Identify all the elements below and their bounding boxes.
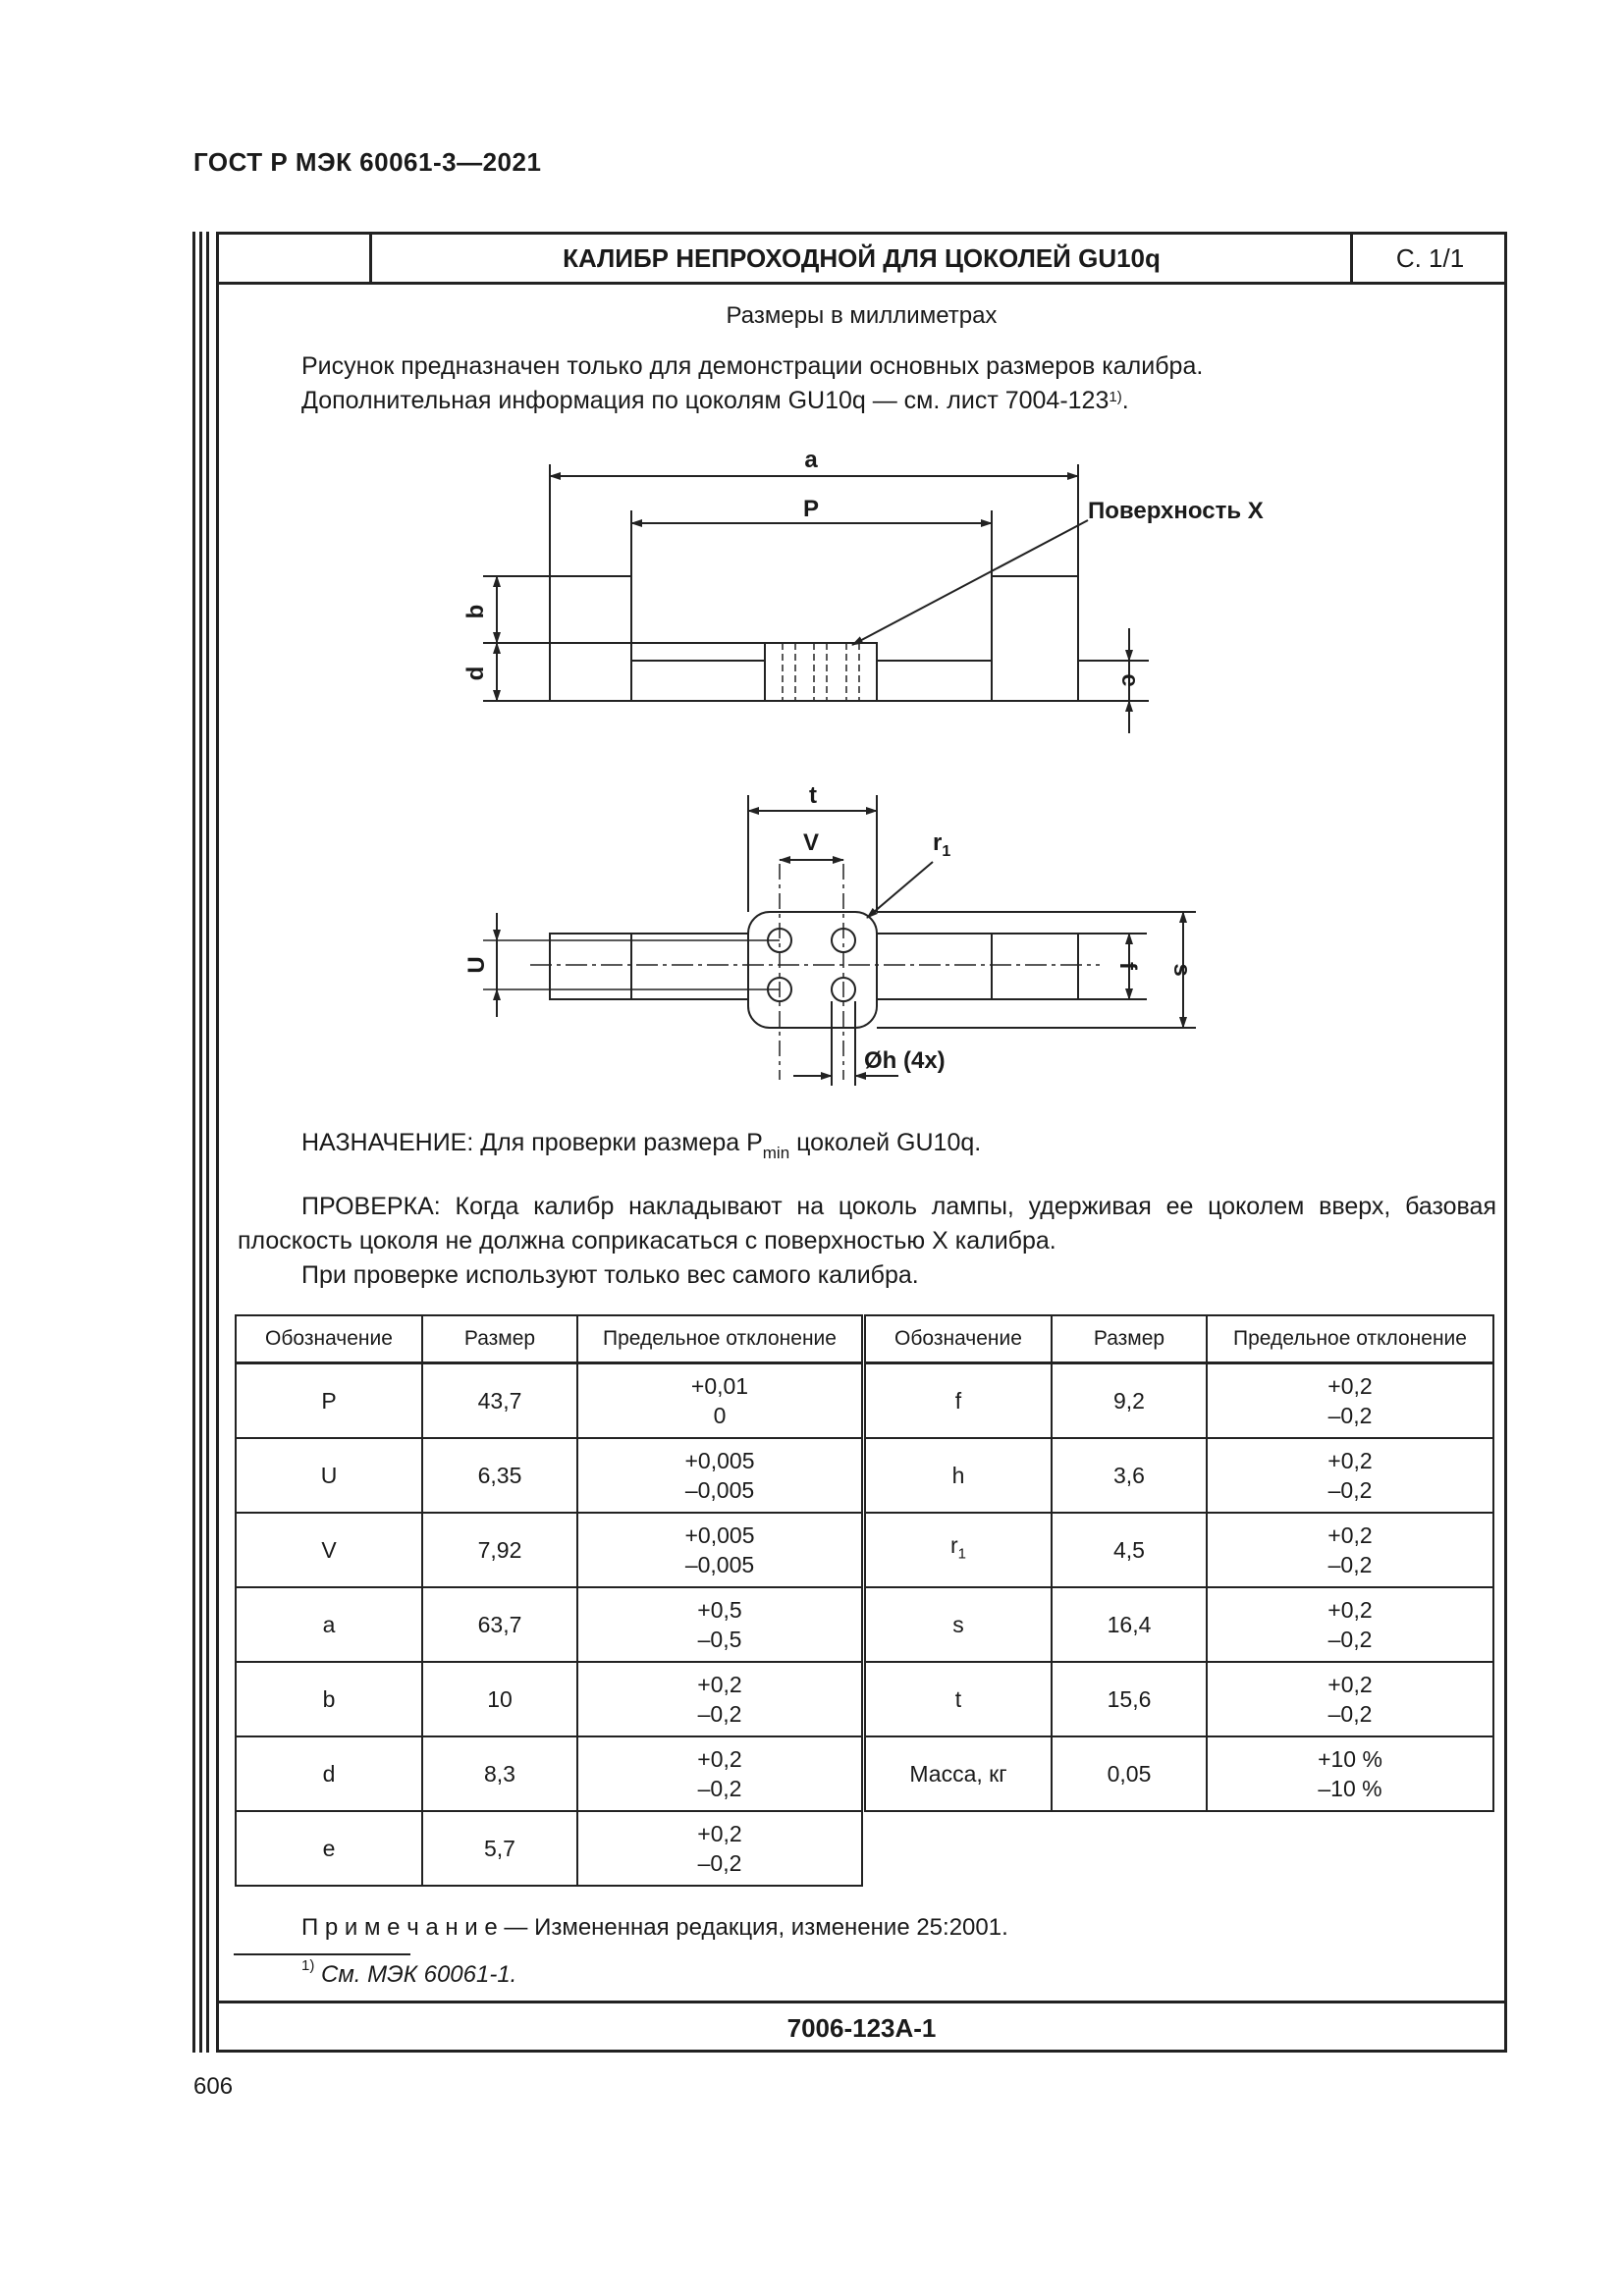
header-tolerance: Предельное отклонение — [1207, 1315, 1493, 1363]
cell-size: 0,05 — [1052, 1736, 1207, 1811]
label-r1: $r_1$ — [933, 829, 951, 860]
cell-symbol: Масса, кг — [865, 1736, 1052, 1811]
label-u: U — [463, 956, 490, 974]
table-row — [236, 1363, 862, 1439]
label-v: V — [802, 829, 820, 856]
cell-size: 43,7 — [422, 1363, 577, 1439]
table-row — [236, 1587, 862, 1662]
cell-tolerance: +10 % –10 % — [1207, 1736, 1493, 1811]
bottom-row — [216, 2001, 1507, 2053]
header-symbol: Обозначение — [865, 1315, 1052, 1363]
footnote-rule — [234, 1953, 410, 1955]
standard-header: ГОСТ Р МЭК 60061-3—2021 — [193, 147, 542, 177]
label-b: b — [462, 604, 489, 619]
header-tolerance: Предельное отклонение — [577, 1315, 862, 1363]
table-row — [236, 1438, 862, 1513]
label-a: a — [804, 447, 818, 473]
dimensions-table-left — [235, 1314, 863, 1887]
cell-tolerance: +0,2 –0,2 — [1207, 1438, 1493, 1513]
cell-size: 9,2 — [1052, 1363, 1207, 1439]
cell-size: 8,3 — [422, 1736, 577, 1811]
cell-size: 16,4 — [1052, 1587, 1207, 1662]
cell-tolerance: +0,2 –0,2 — [1207, 1662, 1493, 1736]
cell-symbol: d — [236, 1736, 422, 1811]
label-d: d — [462, 666, 489, 681]
cell-tolerance: +0,2 –0,2 — [1207, 1587, 1493, 1662]
table-row — [865, 1662, 1493, 1736]
cell-tolerance: +0,2 –0,2 — [577, 1662, 862, 1736]
cell-size: 4,5 — [1052, 1513, 1207, 1587]
page-number: 606 — [193, 2073, 234, 2100]
label-surface-x: Поверхность X — [1088, 498, 1264, 524]
label-hole: Øh (4x) — [864, 1047, 946, 1074]
gauge-drawing — [0, 0, 1624, 1119]
intro-text: Рисунок предназначен только для демонстрации основных размеров калибра. Дополнительная информация по цоколям GU10q — см. лист 7004-123$^{1)}$. — [301, 352, 1204, 414]
cell-symbol: U — [236, 1438, 422, 1513]
cell-tolerance: +0,005 –0,005 — [577, 1513, 862, 1587]
check-note: При проверке используют только вес самого калибра. — [301, 1261, 919, 1289]
table-row — [865, 1513, 1493, 1587]
label-e: e — [1116, 673, 1143, 687]
cell-symbol: e — [236, 1811, 422, 1886]
label-s: s — [1168, 963, 1195, 977]
sheet-title: КАЛИБР НЕПРОХОДНОЙ ДЛЯ ЦОКОЛЕЙ GU10q — [563, 243, 1161, 273]
cell-symbol: V — [236, 1513, 422, 1587]
label-t: t — [809, 782, 817, 809]
table-row — [236, 1662, 862, 1736]
sheet-code: 7006-123A-1 — [786, 2013, 937, 2043]
cell-tolerance: +0,01 0 — [577, 1363, 862, 1439]
cell-size: 7,92 — [422, 1513, 577, 1587]
cell-size: 5,7 — [422, 1811, 577, 1886]
cell-tolerance: +0,2 –0,2 — [1207, 1513, 1493, 1587]
cell-size: 63,7 — [422, 1587, 577, 1662]
cell-tolerance: +0,2 –0,2 — [1207, 1363, 1493, 1439]
table-row — [865, 1438, 1493, 1513]
header-size: Размер — [422, 1315, 577, 1363]
cell-size: 6,35 — [422, 1438, 577, 1513]
bottom-view — [483, 795, 1196, 1086]
surface-x-leader — [852, 520, 1088, 645]
cell-symbol: a — [236, 1587, 422, 1662]
units-note: Размеры в миллиметрах — [726, 302, 998, 329]
remark: П р и м е ч а н и е — Измененная редакция, изменение 25:2001. — [301, 1914, 1008, 1941]
cell-size: 10 — [422, 1662, 577, 1736]
label-p: P — [802, 496, 820, 522]
footnote: $^{1)}$ См. МЭК 60061-1. — [301, 1957, 517, 1988]
table-row — [865, 1587, 1493, 1662]
table-row — [236, 1513, 862, 1587]
cell-size: 15,6 — [1052, 1662, 1207, 1736]
cell-size: 3,6 — [1052, 1438, 1207, 1513]
table-row — [865, 1363, 1493, 1439]
surface-x-block — [765, 643, 877, 701]
table-row — [236, 1736, 862, 1811]
check-text: ПРОВЕРКА: Когда калибр накладывают на цоколь лампы, удерживая ее цоколем вверх, базовая плоскость цоколя не должна соприкасаться с поверхностью X калибра. — [238, 1193, 1496, 1255]
table-row — [236, 1811, 862, 1886]
label-f: f — [1114, 962, 1141, 970]
cell-symbol: s — [865, 1587, 1052, 1662]
cell-symbol: b — [236, 1662, 422, 1736]
dimensions-table-right — [864, 1314, 1494, 1812]
purpose-text: НАЗНАЧЕНИЕ: Для проверки размера $P_{min}$ цоколей GU10q. — [301, 1129, 982, 1162]
cell-symbol: f — [865, 1363, 1052, 1439]
cell-tolerance: +0,2 –0,2 — [577, 1736, 862, 1811]
table-row — [865, 1736, 1493, 1811]
cell-symbol: P — [236, 1363, 422, 1439]
cell-tolerance: +0,2 –0,2 — [577, 1811, 862, 1886]
cell-tolerance: +0,005 –0,005 — [577, 1438, 862, 1513]
cell-symbol: t — [865, 1662, 1052, 1736]
cell-symbol: h — [865, 1438, 1052, 1513]
cell-symbol: $r_1$ — [865, 1513, 1052, 1587]
sheet-page: С. 1/1 — [1395, 243, 1465, 273]
header-symbol: Обозначение — [236, 1315, 422, 1363]
cell-tolerance: +0,5 –0,5 — [577, 1587, 862, 1662]
header-size: Размер — [1052, 1315, 1207, 1363]
gauge-head — [748, 912, 877, 1028]
